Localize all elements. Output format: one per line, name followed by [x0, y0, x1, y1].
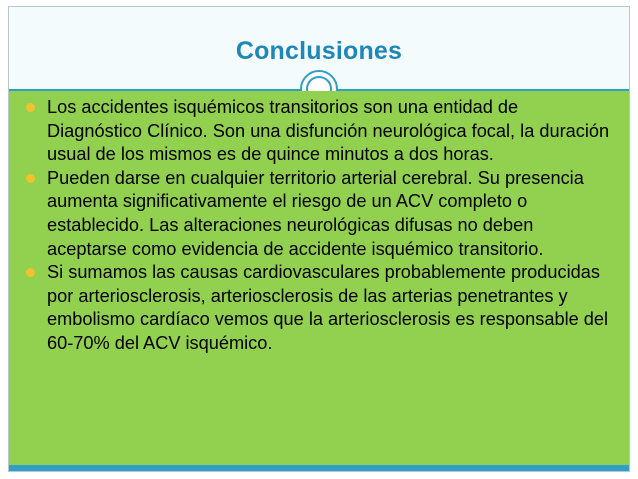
slide-title: Conclusiones: [235, 37, 403, 65]
bullet-text: Los accidentes isquémicos transitorios son una entidad de Diagnóstico Clínico. Son una disfunción neurológica focal, la duración usual de los mismos es de quince minutos a dos horas.: [47, 97, 610, 165]
bullet-item: [9, 261, 629, 355]
bullet-text: Pueden darse en cualquier territorio arterial cerebral. Su presencia aumenta significativamente el riesgo de un ACV completo o establecido. Las alteraciones neurológicas difusas no deben aceptarse como evidencia de accidente isquémico transitorio.: [47, 167, 584, 259]
bullet-dot-icon: [26, 268, 35, 277]
bullet-text: Si sumamos las causas cardiovasculares probablemente producidas por arteriosclerosis, arteriosclerosis de las arterias penetrantes y embolismo cardíaco vemos que la arteriosclerosis es responsable del 60-70% del ACV isquémico.: [47, 262, 609, 353]
bullet-item: [9, 167, 629, 261]
content-panel: [9, 91, 629, 471]
bottom-accent-bar: [9, 465, 629, 471]
bullet-list: [9, 96, 629, 356]
bullet-item: [9, 96, 629, 167]
bullet-dot-icon: [26, 103, 35, 112]
bullet-dot-icon: [26, 174, 35, 183]
